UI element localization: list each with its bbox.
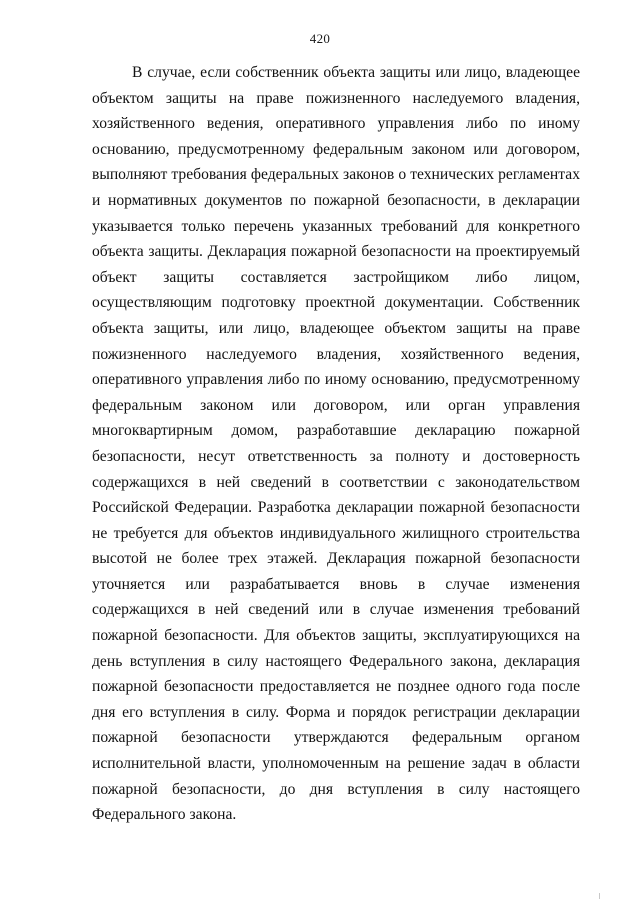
scan-mark bbox=[599, 893, 600, 899]
page-number: 420 bbox=[309, 31, 331, 46]
body-paragraph: В случае, если собственник объекта защиты или лицо, владеющее объектом защиты на праве пожизненного наследуемого владения, хозяйственного ведения, оперативного управления либо по иному основанию, предусмотренному федеральным законом или договором, выполняют требования федеральных законов о технических регламентах и нормативных документов по пожарной безопасности, в декларации указывается только перечень указанных требований для конкретного объекта защиты. Декларация пожарной безопасности на проектируемый объект защиты составляется застройщиком либо лицом, осуществляющим подготовку проектной документации. Собственник объекта защиты, или лицо, владеющее объектом защиты на праве пожизненного наследуемого владения, хозяйственного ведения, оперативного управления либо по иному основанию, предусмотренному федеральным законом или договором, или орган управления многоквартирным домом, разработавшие декларацию пожарной безопасности, несут ответственность за полноту и достоверность содержащихся в ней сведений в соответствии с законодательством Российской Федерации. Разработка декларации пожарной безопасности не требуется для объектов индивидуального жилищного строительства высотой не более трех этажей. Декларация пожарной безопасности уточняется или разрабатывается вновь в случае изменения содержащихся в ней сведений или в случае изменения требований пожарной безопасности. Для объектов защиты, эксплуатирующихся на день вступления в силу настоящего Федерального закона, декларация пожарной безопасности предоставляется не позднее одного года после дня его вступления в силу. Форма и порядок регистрации декларации пожарной безопасности утверждаются федеральным органом исполнительной власти, уполномоченным на решение задач в области пожарной безопасности, до дня вступления в силу настоящего Федерального закона. bbox=[92, 64, 580, 824]
